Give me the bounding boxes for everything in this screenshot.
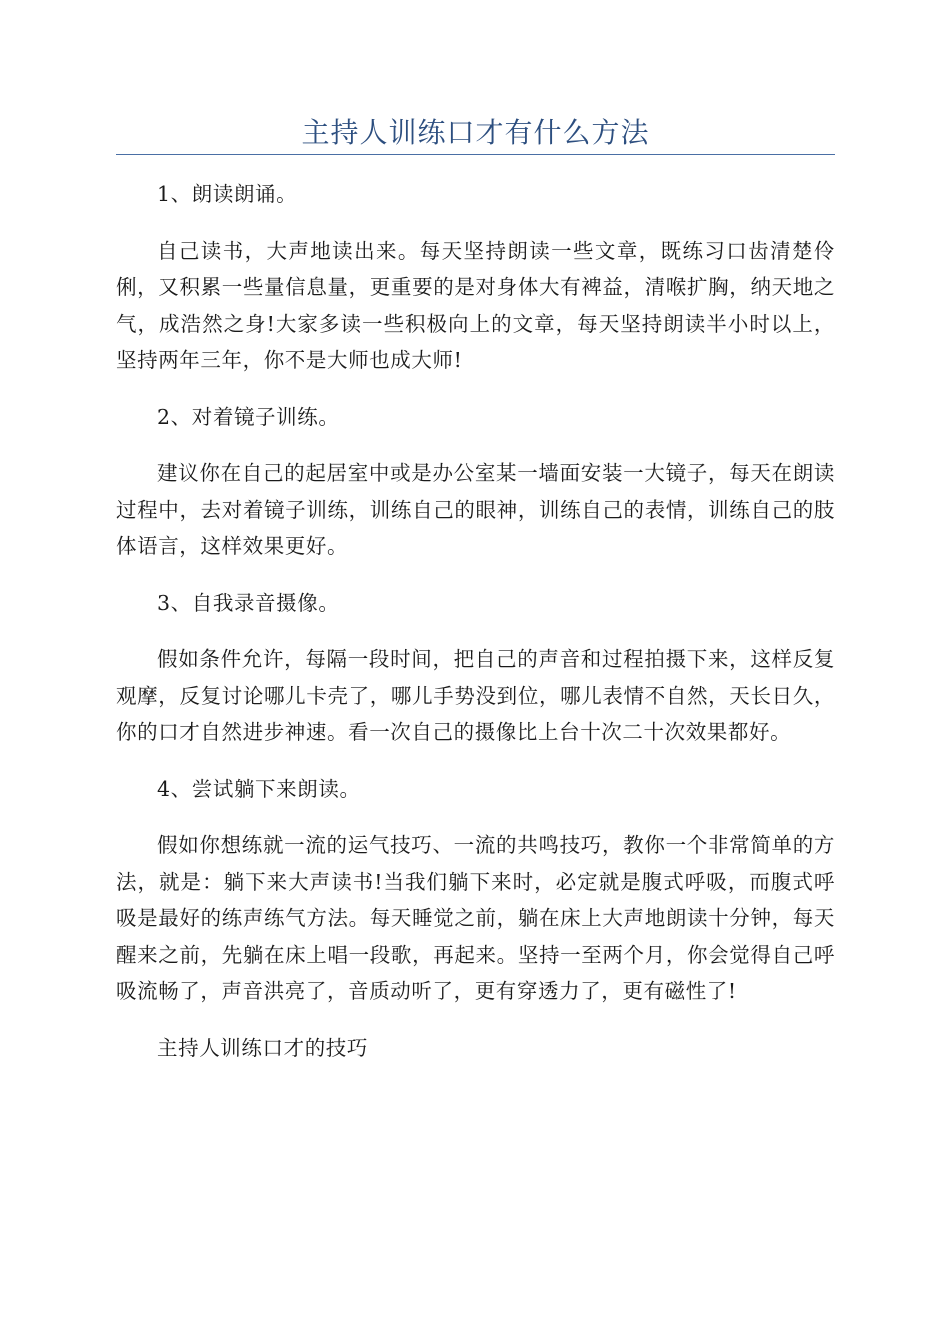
document-body: [116, 176, 835, 1086]
section-heading-1: 1、朗读朗诵。: [157, 182, 298, 206]
paragraph-4: 假如你想练就一流的运气技巧、一流的共鸣技巧，教你一个非常简单的方法，就是：躺下来大声读书!当我们躺下来时，必定就是腹式呼吸，而腹式呼吸是最好的练声练气方法。每天睡觉之前，躺在床上大声地朗读十分钟，每天醒来之前，先躺在床上唱一段歌，再起来。坚持一至两个月，你会觉得自己呼吸流畅了，声音洪亮了，音质动听了，更有穿透力了，更有磁性了!: [116, 833, 835, 1003]
paragraph-3: 假如条件允许，每隔一段时间，把自己的声音和过程拍摄下来，这样反复观摩，反复讨论哪儿卡壳了，哪儿手势没到位，哪儿表情不自然，天长日久，你的口才自然进步神速。看一次自己的摄像比上台十次二十次效果都好。: [116, 647, 835, 744]
section-heading-2: 2、对着镜子训练。: [157, 404, 340, 429]
paragraph-1: 自己读书，大声地读出来。每天坚持朗读一些文章，既练习口齿清楚伶俐，又积累一些量信息量，更重要的是对身体大有裨益，清喉扩胸，纳天地之气，成浩然之身!大家多读一些积极向上的文章，每天坚持朗读半小时以上，坚持两年三年，你不是大师也成大师!: [116, 238, 835, 372]
section-heading-3: 3、自我录音摄像。: [157, 590, 340, 615]
document-title: 主持人训练口才有什么方法: [301, 116, 650, 149]
paragraph-2: 建议你在自己的起居室中或是办公室某一墙面安装一大镜子，每天在朗读过程中，去对着镜子训练，训练自己的眼神，训练自己的表情，训练自己的肢体语言，这样效果更好。: [116, 461, 835, 558]
section-heading-5: 主持人训练口才的技巧: [157, 1035, 368, 1060]
title-underline: [116, 154, 835, 155]
section-heading-4: 4、尝试躺下来朗读。: [157, 776, 361, 801]
